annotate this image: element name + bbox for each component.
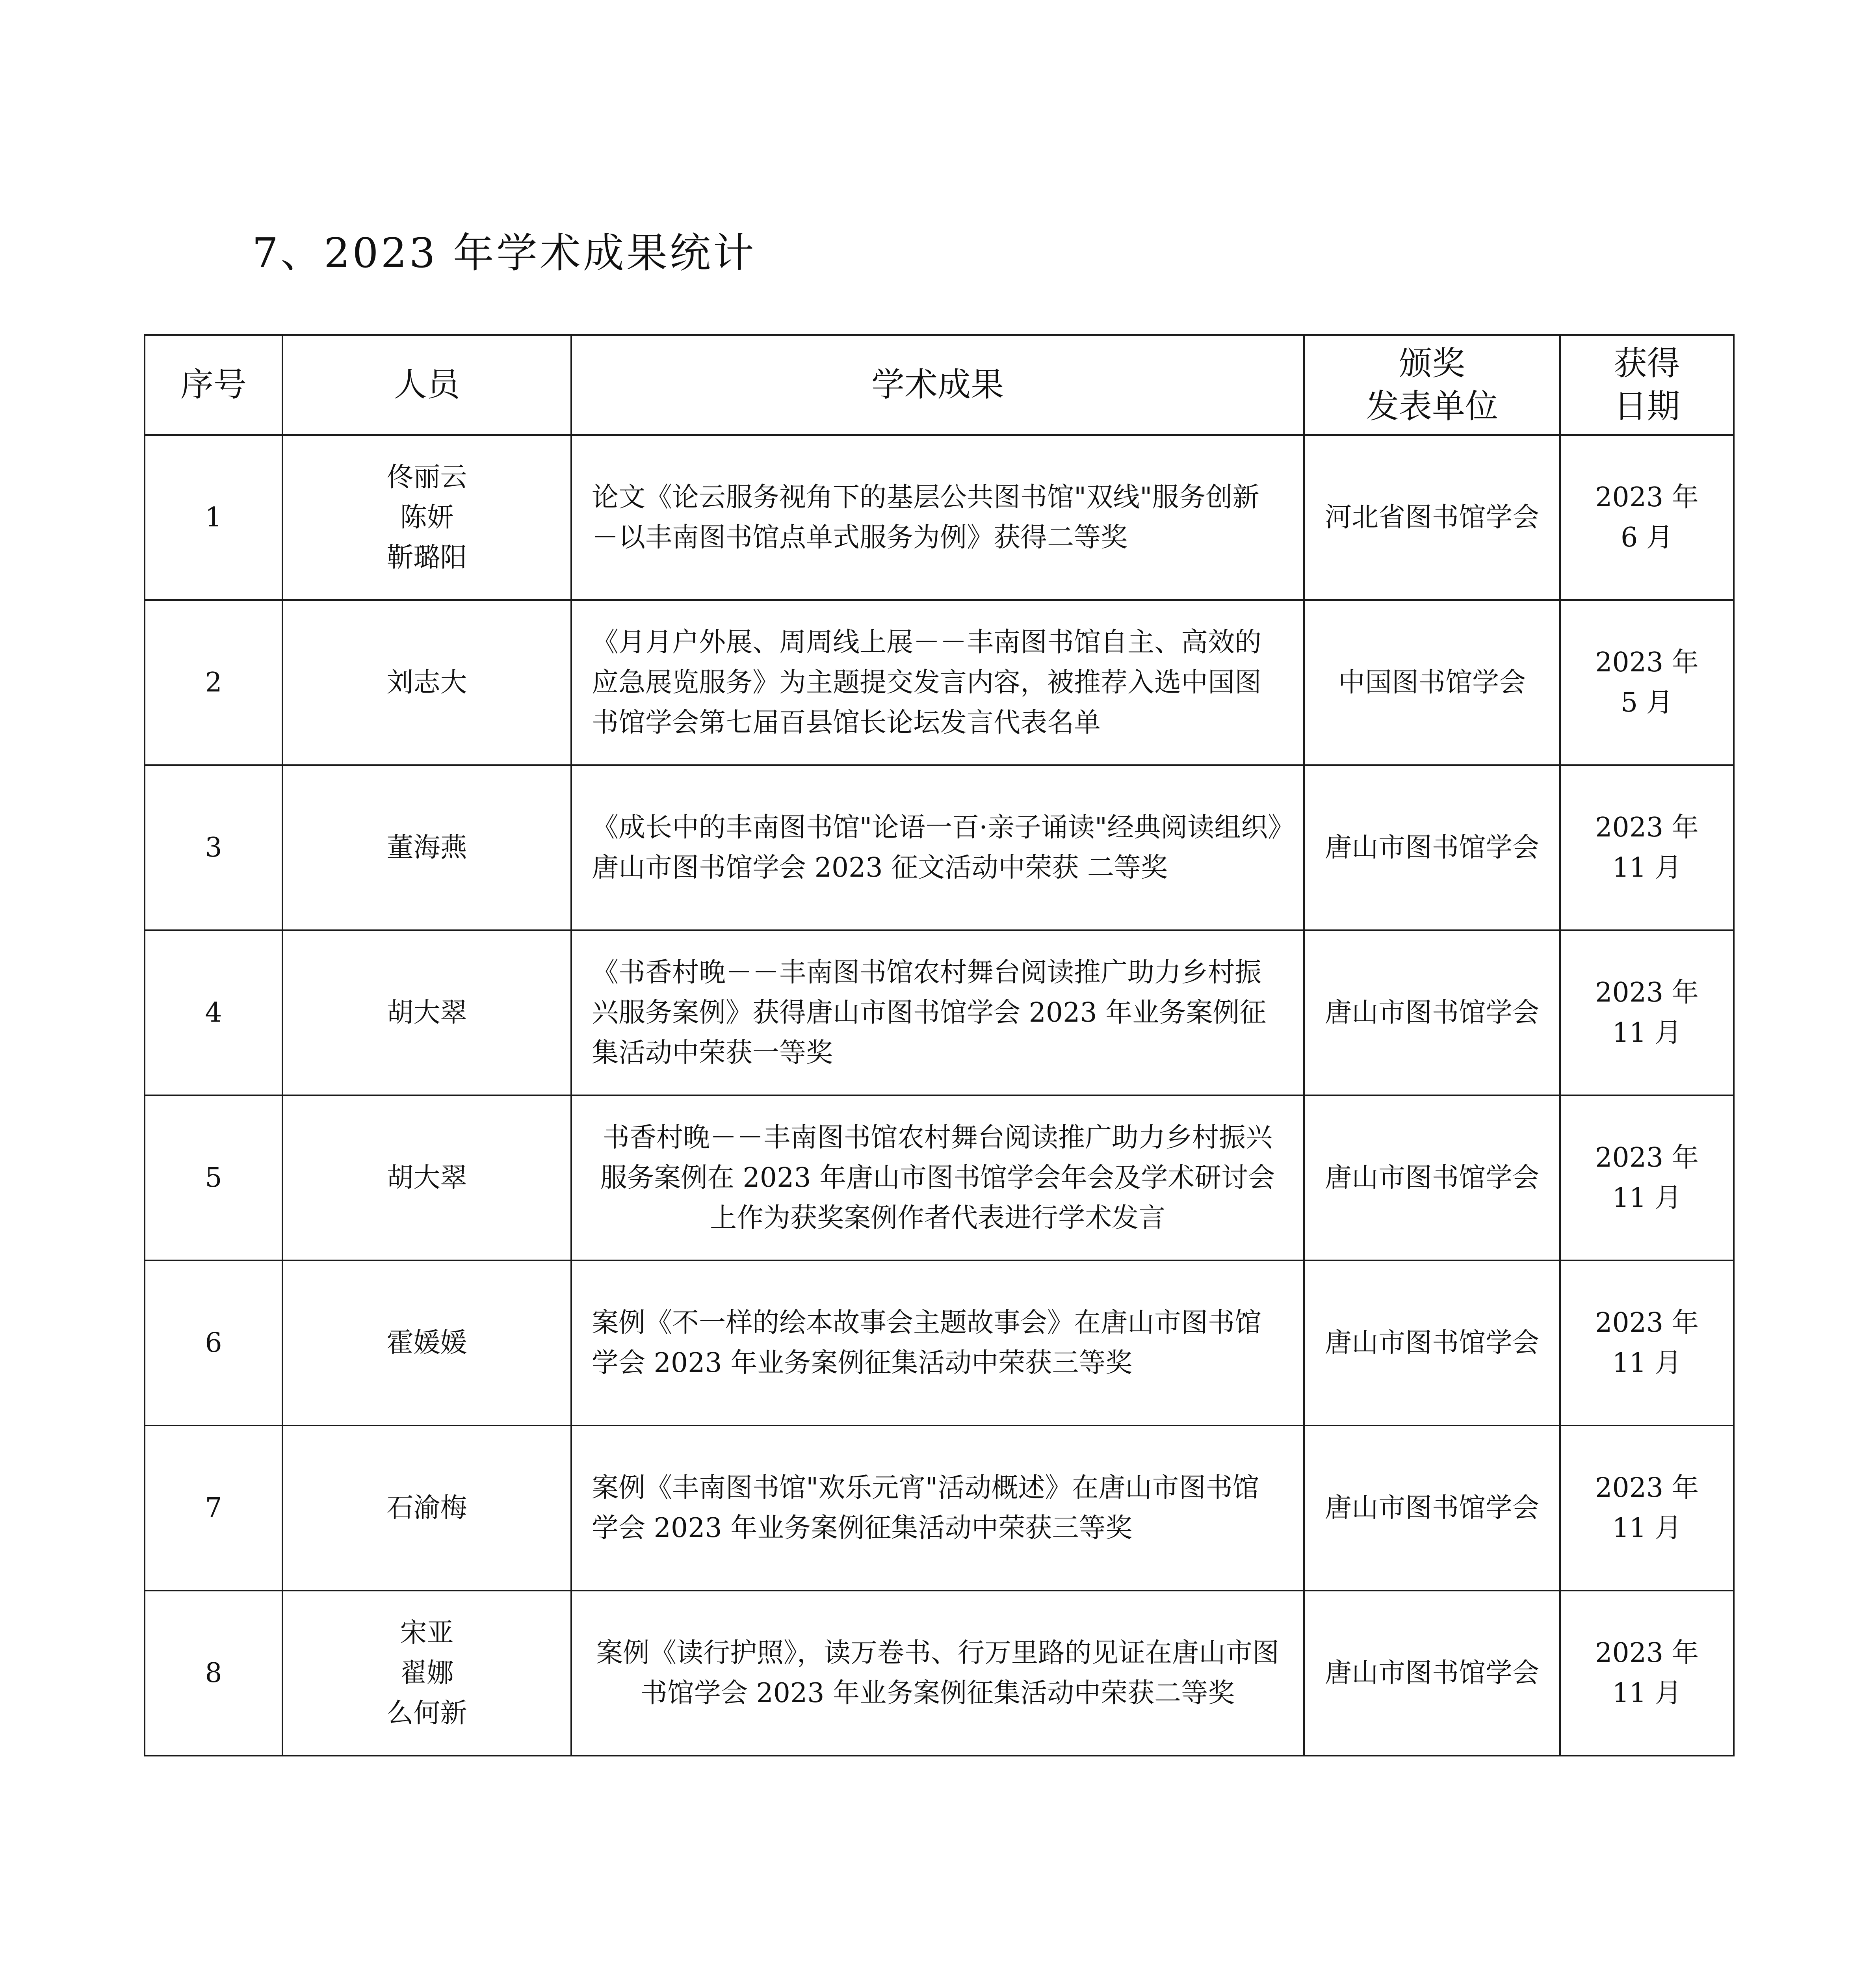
person-name: 霍媛媛 xyxy=(386,1327,467,1359)
row-index: 5 xyxy=(145,1095,282,1260)
academic-achievements-table xyxy=(144,334,1735,1756)
person-name: 佟丽云 xyxy=(386,461,467,493)
date-year: 2023 年 xyxy=(1595,977,1699,1008)
row-index: 7 xyxy=(145,1425,282,1591)
row-date xyxy=(1560,600,1734,765)
date-month: 11 月 xyxy=(1612,1512,1682,1544)
person-name: 宋亚 xyxy=(400,1617,454,1648)
table-row xyxy=(145,1591,1734,1756)
row-issuer: 唐山市图书馆学会 xyxy=(1304,1095,1560,1260)
row-achievement: 论文《论云服务视角下的基层公共图书馆"双线"服务创新－以丰南图书馆点单式服务为例》获得二等奖 xyxy=(571,435,1304,600)
row-people xyxy=(282,435,571,600)
date-year: 2023 年 xyxy=(1595,1307,1699,1338)
section-heading: 7、2023 年学术成果统计 xyxy=(252,229,756,277)
person-name: 翟娜 xyxy=(400,1657,454,1689)
row-achievement: 案例《丰南图书馆"欢乐元宵"活动概述》在唐山市图书馆学会 2023 年业务案例征集活动中荣获三等奖 xyxy=(571,1425,1304,1591)
row-index: 1 xyxy=(145,435,282,600)
row-date xyxy=(1560,1591,1734,1756)
row-issuer: 唐山市图书馆学会 xyxy=(1304,930,1560,1095)
row-issuer: 中国图书馆学会 xyxy=(1304,600,1560,765)
date-month: 11 月 xyxy=(1612,1677,1682,1709)
date-month: 11 月 xyxy=(1612,1182,1682,1214)
row-index: 3 xyxy=(145,765,282,930)
row-achievement: 《月月户外展、周周线上展－－丰南图书馆自主、高效的应急展览服务》为主题提交发言内容，被推荐入选中国图书馆学会第七届百县馆长论坛发言代表名单 xyxy=(571,600,1304,765)
date-year: 2023 年 xyxy=(1595,1472,1699,1504)
table-row xyxy=(145,600,1734,765)
row-achievement: 书香村晚－－丰南图书馆农村舞台阅读推广助力乡村振兴服务案例在 2023 年唐山市图书馆学会年会及学术研讨会上作为获奖案例作者代表进行学术发言 xyxy=(571,1095,1304,1260)
person-name: 陈妍 xyxy=(400,502,454,533)
row-index: 4 xyxy=(145,930,282,1095)
table-row xyxy=(145,765,1734,930)
row-people xyxy=(282,930,571,1095)
row-date xyxy=(1560,1095,1734,1260)
row-issuer: 河北省图书馆学会 xyxy=(1304,435,1560,600)
header-issuer-line1: 颁奖 xyxy=(1399,344,1465,383)
table-row xyxy=(145,1095,1734,1260)
row-index: 8 xyxy=(145,1591,282,1756)
header-date-line2: 日期 xyxy=(1614,387,1680,426)
person-name: 董海燕 xyxy=(386,832,467,863)
row-issuer: 唐山市图书馆学会 xyxy=(1304,1425,1560,1591)
table-row xyxy=(145,930,1734,1095)
header-achievement: 学术成果 xyxy=(571,335,1304,435)
person-name: 刘志大 xyxy=(386,667,467,698)
header-date-line1: 获得 xyxy=(1614,344,1680,383)
table-row xyxy=(145,435,1734,600)
row-issuer: 唐山市图书馆学会 xyxy=(1304,1591,1560,1756)
date-month: 6 月 xyxy=(1621,522,1673,553)
header-issuer-line2: 发表单位 xyxy=(1365,387,1498,426)
header-issuer xyxy=(1304,335,1560,435)
header-date xyxy=(1560,335,1734,435)
person-name: 石渝梅 xyxy=(386,1492,467,1524)
row-achievement: 案例《不一样的绘本故事会主题故事会》在唐山市图书馆学会 2023 年业务案例征集活动中荣获三等奖 xyxy=(571,1260,1304,1425)
row-date xyxy=(1560,765,1734,930)
row-date xyxy=(1560,1425,1734,1591)
table-row xyxy=(145,1425,1734,1591)
row-issuer: 唐山市图书馆学会 xyxy=(1304,765,1560,930)
date-month: 11 月 xyxy=(1612,1017,1682,1048)
row-achievement: 《成长中的丰南图书馆"论语一百·亲子诵读"经典阅读组织》唐山市图书馆学会 2023 征文活动中荣获 二等奖 xyxy=(571,765,1304,930)
person-name: 胡大翠 xyxy=(386,997,467,1028)
date-month: 11 月 xyxy=(1612,1347,1682,1379)
date-year: 2023 年 xyxy=(1595,1637,1699,1669)
table-row xyxy=(145,1260,1734,1425)
table-header-row xyxy=(145,335,1734,435)
row-date xyxy=(1560,435,1734,600)
row-people xyxy=(282,1591,571,1756)
date-month: 11 月 xyxy=(1612,852,1682,883)
row-people xyxy=(282,1260,571,1425)
row-index: 2 xyxy=(145,600,282,765)
date-month: 5 月 xyxy=(1621,687,1673,718)
person-name: 么何新 xyxy=(386,1697,467,1729)
header-index: 序号 xyxy=(145,335,282,435)
row-achievement: 《书香村晚－－丰南图书馆农村舞台阅读推广助力乡村振兴服务案例》获得唐山市图书馆学会 2023 年业务案例征集活动中荣获一等奖 xyxy=(571,930,1304,1095)
row-people xyxy=(282,765,571,930)
date-year: 2023 年 xyxy=(1595,647,1699,678)
date-year: 2023 年 xyxy=(1595,812,1699,843)
date-year: 2023 年 xyxy=(1595,1142,1699,1173)
row-people xyxy=(282,1425,571,1591)
row-date xyxy=(1560,1260,1734,1425)
person-name: 胡大翠 xyxy=(386,1162,467,1193)
person-name: 靳璐阳 xyxy=(386,542,467,573)
date-year: 2023 年 xyxy=(1595,481,1699,513)
row-achievement: 案例《读行护照》，读万卷书、行万里路的见证在唐山市图书馆学会 2023 年业务案例征集活动中荣获二等奖 xyxy=(571,1591,1304,1756)
header-people: 人员 xyxy=(282,335,571,435)
row-issuer: 唐山市图书馆学会 xyxy=(1304,1260,1560,1425)
row-people xyxy=(282,1095,571,1260)
row-date xyxy=(1560,930,1734,1095)
row-index: 6 xyxy=(145,1260,282,1425)
row-people xyxy=(282,600,571,765)
